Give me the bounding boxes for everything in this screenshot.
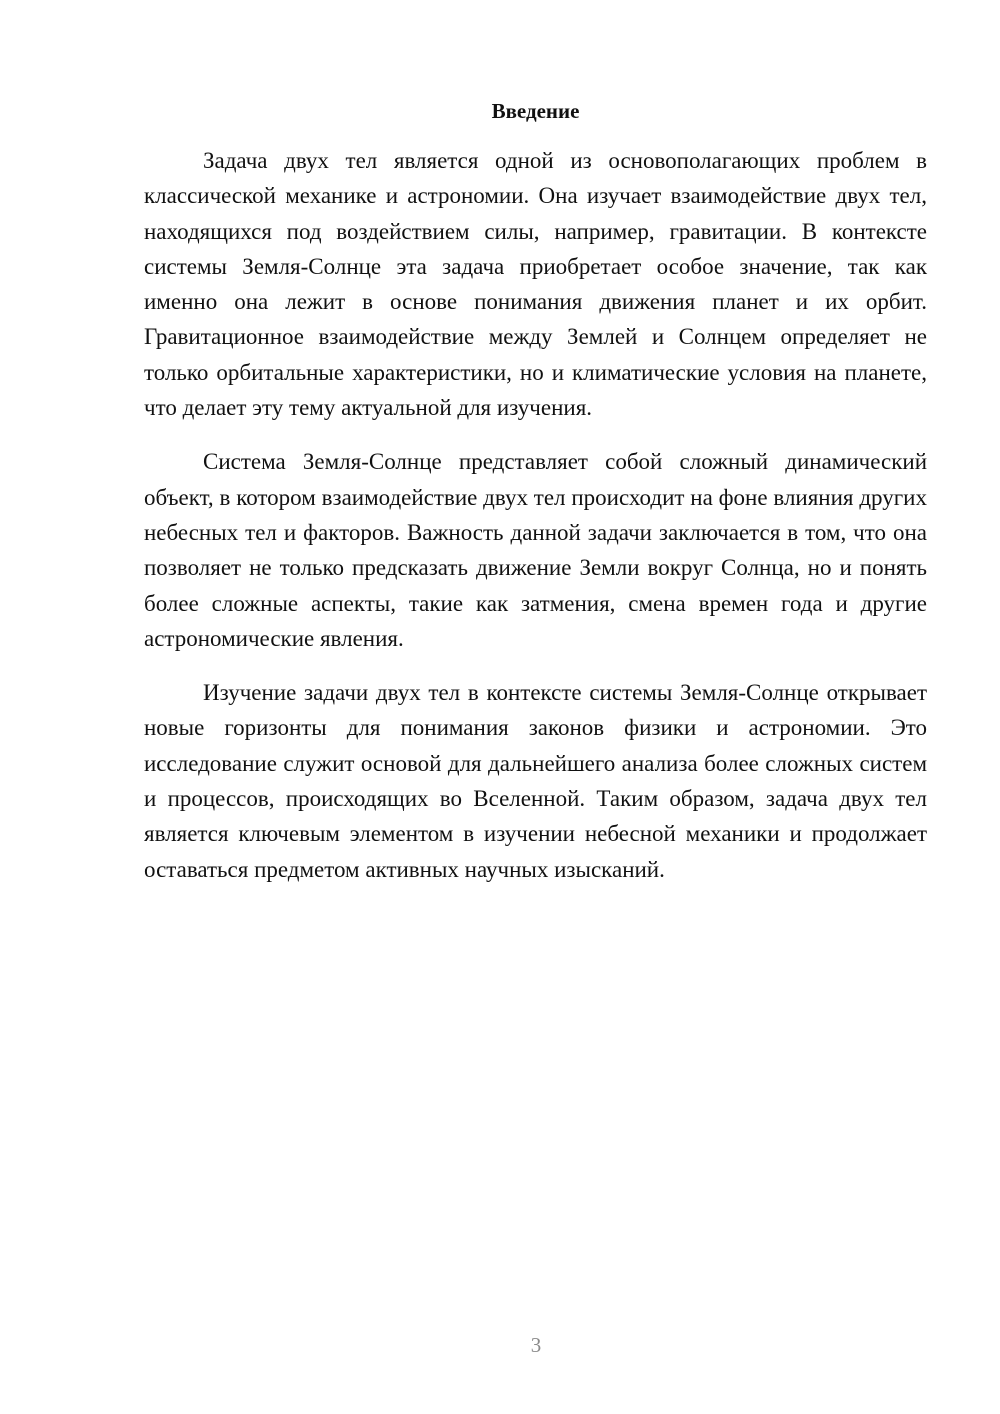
section-heading: Введение <box>491 99 580 123</box>
paragraph-3: Изучение задачи двух тел в контексте системы Земля-Солнце открывает новые горизонты для понимания законов физики и астрономии. Это исследование служит основой для дальнейшего анализа более сложных систем и процессов, происходящих во Вселенной. Таким образом, задача двух тел является ключевым элементом в изучении небесной механики и продолжает оставаться предметом активных научных изысканий. <box>144 680 927 882</box>
paragraph-2: Система Земля-Солнце представляет собой сложный динамический объект, в котором взаимодействие двух тел происходит на фоне влияния других небесных тел и факторов. Важность данной задачи заключается в том, что она позволяет не только предсказать движение Земли вокруг Солнца, но и понять более сложные аспекты, такие как затмения, смена времен года и другие астрономические явления. <box>144 449 927 651</box>
paragraph-1: Задача двух тел является одной из основополагающих проблем в классической механике и астрономии. Она изучает взаимодействие двух тел, находящихся под воздействием силы, например, гравитации. В контексте системы Земля-Солнце эта задача приобретает особое значение, так как именно она лежит в основе понимания движения планет и их орбит. Гравитационное взаимодействие между Землей и Солнцем определяет не только орбитальные характеристики, но и климатические условия на планете, что делает эту тему актуальной для изучения. <box>144 148 927 421</box>
page-number: 3 <box>530 1333 542 1357</box>
body-text <box>144 143 927 906</box>
